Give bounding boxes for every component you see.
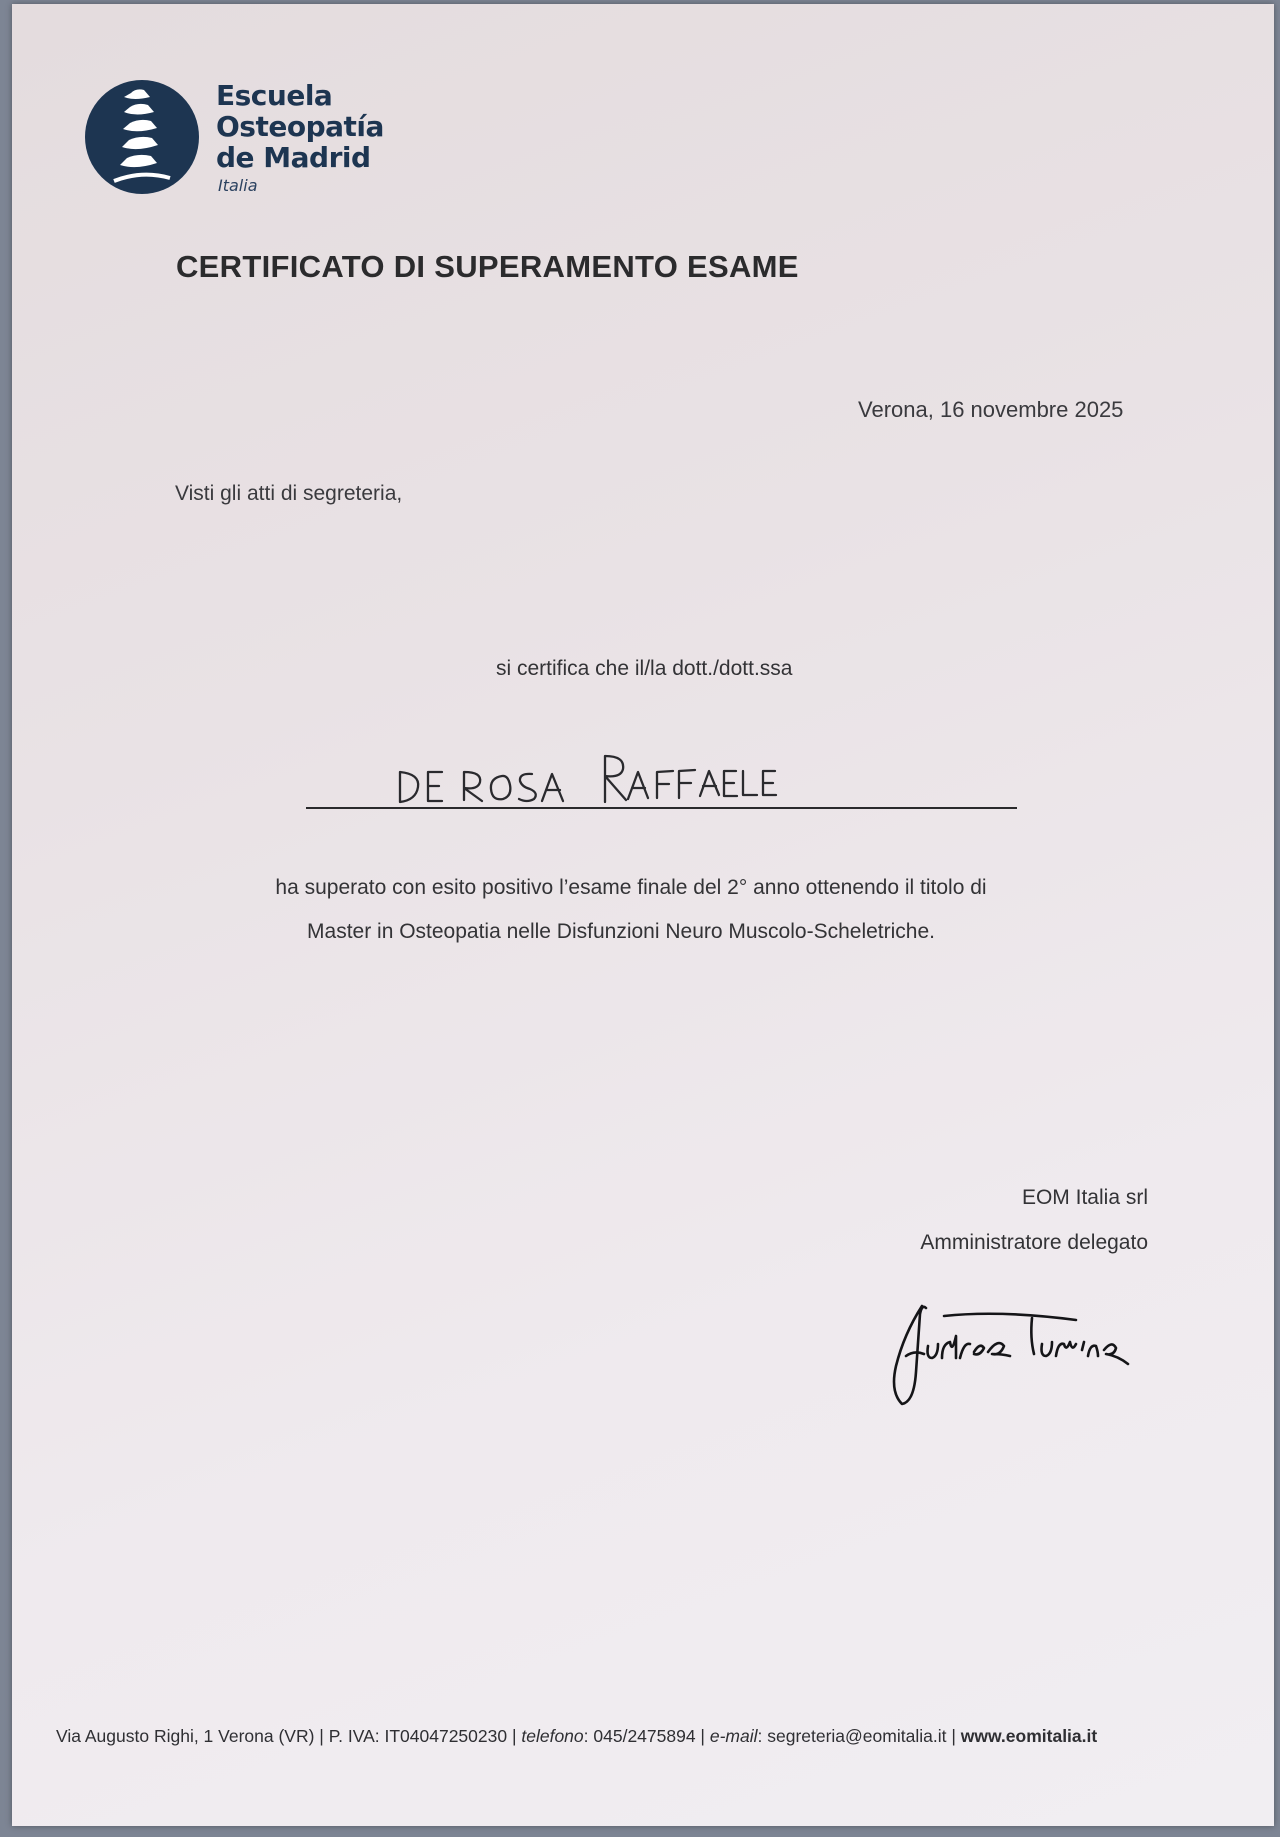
certificate-page — [12, 4, 1274, 1826]
company-name: EOM Italia srl — [1021, 1186, 1148, 1209]
footer-email: : segreteria@eomitalia.it | — [757, 1726, 961, 1746]
footer-address: Via Augusto Righi, 1 Verona (VR) | P. IVA: IT04047250230 | — [56, 1726, 522, 1746]
footer-website: www.eomitalia.it — [960, 1726, 1098, 1746]
signatory-role: Amministratore delegato — [920, 1231, 1148, 1254]
spine-logo-icon — [84, 80, 202, 194]
footer-contact — [56, 1726, 1097, 1747]
certifies-text: si certifica che il/la dott./dott.ssa — [496, 657, 793, 680]
school-logo — [84, 80, 414, 200]
school-name-line3: de Madrid — [216, 141, 371, 174]
result-text-line2: Master in Osteopatia nelle Disfunzioni Neuro Muscolo-Scheletriche. — [307, 920, 935, 943]
certificate-title: CERTIFICATO DI SUPERAMENTO ESAME — [176, 249, 799, 284]
school-name-line1: Escuela — [216, 79, 333, 112]
recipient-name-underline — [306, 807, 1017, 809]
result-text-line1: ha superato con esito positivo l’esame finale del 2° anno ottenendo il titolo di — [275, 876, 987, 899]
certificate-date: Verona, 16 novembre 2025 — [858, 397, 1124, 422]
handwritten-recipient-name — [382, 744, 782, 808]
school-name — [216, 80, 384, 173]
school-name-line2: Osteopatía — [216, 110, 384, 143]
intro-text: Visti gli atti di segreteria, — [175, 482, 403, 505]
footer-email-label: e-mail — [709, 1726, 758, 1746]
footer-phone: : 045/2475894 | — [583, 1726, 710, 1746]
handwritten-signature — [880, 1294, 1140, 1414]
school-country: Italia — [218, 176, 258, 195]
footer-phone-label: telefono — [521, 1726, 584, 1746]
